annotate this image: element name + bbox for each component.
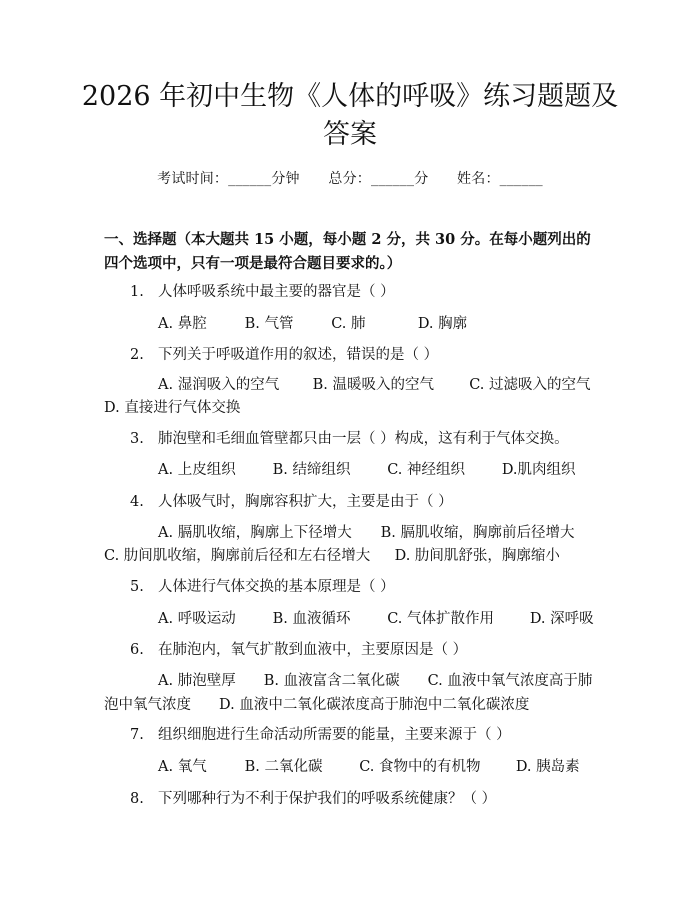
option-b: B. 结缔组织 bbox=[272, 462, 351, 478]
option-c: C. 肋间肌收缩，胸廓前后径和左右径增大 bbox=[104, 548, 371, 564]
option-b: B. 血液循环 bbox=[272, 611, 351, 627]
option-a: A. 湿润吸入的空气 bbox=[158, 377, 280, 393]
option-d: D. 肋间肌舒张，胸廓缩小 bbox=[394, 548, 560, 564]
question-number: 7. bbox=[130, 727, 144, 743]
option-d: D. 深呼吸 bbox=[529, 611, 594, 627]
title-line-2: 答案 bbox=[323, 119, 377, 150]
option-a: A. 鼻腔 bbox=[158, 316, 207, 332]
question-4-options-line-1 bbox=[158, 521, 574, 545]
option-c: C. 神经组织 bbox=[387, 462, 466, 478]
question-stem: 肺泡壁和毛细血管壁都只由一层（ ）构成，这有利于气体交换。 bbox=[158, 431, 569, 447]
question-2-options-line-1 bbox=[158, 373, 591, 397]
option-b: B. 气管 bbox=[244, 316, 294, 332]
question-stem: 组织细胞进行生命活动所需要的能量，主要来源于（ ） bbox=[158, 727, 511, 743]
section-heading: 一、选择题（本大题共 15 小题，每小题 2 分，共 30 分。在每小题列出的四个选项中，只有一项是最符合题目要求的。） bbox=[104, 231, 591, 272]
option-a: A. 肺泡壁厚 bbox=[158, 673, 236, 689]
option-d: D. 胰岛素 bbox=[515, 759, 580, 775]
question-4-options-line-2 bbox=[104, 544, 560, 568]
question-number: 4. bbox=[130, 494, 144, 510]
question-number: 2. bbox=[130, 347, 144, 363]
question-stem: 人体进行气体交换的基本原理是（ ） bbox=[158, 579, 395, 595]
question-number: 5. bbox=[130, 579, 144, 595]
question-7-options bbox=[158, 755, 580, 779]
option-b: B. 膈肌收缩，胸廓前后径增大 bbox=[380, 525, 575, 541]
question-stem: 下列关于呼吸道作用的叙述，错误的是（ ） bbox=[158, 347, 439, 363]
option-b: B. 二氧化碳 bbox=[244, 759, 323, 775]
option-c: C. 肺 bbox=[331, 316, 366, 332]
option-b: B. 温暖吸入的空气 bbox=[312, 377, 434, 393]
question-number: 1. bbox=[130, 284, 144, 300]
exam-score: 总分：______分 bbox=[328, 171, 429, 187]
question-1-options bbox=[158, 312, 467, 336]
option-a: A. 膈肌收缩，胸廓上下径增大 bbox=[158, 525, 352, 541]
exam-name: 姓名：______ bbox=[457, 171, 543, 187]
page-title bbox=[80, 78, 620, 154]
option-c: C. 血液中氧气浓度高于肺泡中氧气浓度 bbox=[104, 673, 593, 713]
question-stem: 人体吸气时，胸廓容积扩大，主要是由于（ ） bbox=[158, 494, 453, 510]
question-stem: 下列哪种行为不利于保护我们的呼吸系统健康？（ ） bbox=[158, 791, 497, 807]
option-c: C. 气体扩散作用 bbox=[387, 611, 495, 627]
option-a: A. 上皮组织 bbox=[158, 462, 236, 478]
exam-time: 考试时间：______分钟 bbox=[157, 171, 300, 187]
question-3-options bbox=[158, 458, 576, 482]
title-line-1: 2026 年初中生物《人体的呼吸》练习题题及 bbox=[81, 81, 619, 112]
question-number: 8. bbox=[130, 791, 144, 807]
question-5-options bbox=[158, 607, 594, 631]
question-stem: 人体呼吸系统中最主要的器官是（ ） bbox=[158, 284, 395, 300]
question-number: 3. bbox=[130, 431, 144, 447]
option-d: D. 胸廓 bbox=[417, 316, 468, 332]
question-6-options bbox=[104, 669, 600, 717]
question-2-options-line-2 bbox=[104, 396, 240, 420]
option-a: A. 呼吸运动 bbox=[158, 611, 236, 627]
option-a: A. 氧气 bbox=[158, 759, 207, 775]
exam-info-line bbox=[0, 168, 700, 188]
option-d: D. 直接进行气体交换 bbox=[104, 400, 241, 416]
option-c: C. 食物中的有机物 bbox=[359, 759, 481, 775]
option-b: B. 血液富含二氧化碳 bbox=[263, 673, 400, 689]
question-stem: 在肺泡内，氧气扩散到血液中，主要原因是（ ） bbox=[158, 642, 468, 658]
question-number: 6. bbox=[130, 642, 144, 658]
option-d: D.肌肉组织 bbox=[501, 462, 576, 478]
option-c: C. 过滤吸入的空气 bbox=[469, 377, 591, 393]
option-d: D. 血液中二氧化碳浓度高于肺泡中二氧化碳浓度 bbox=[219, 697, 530, 713]
